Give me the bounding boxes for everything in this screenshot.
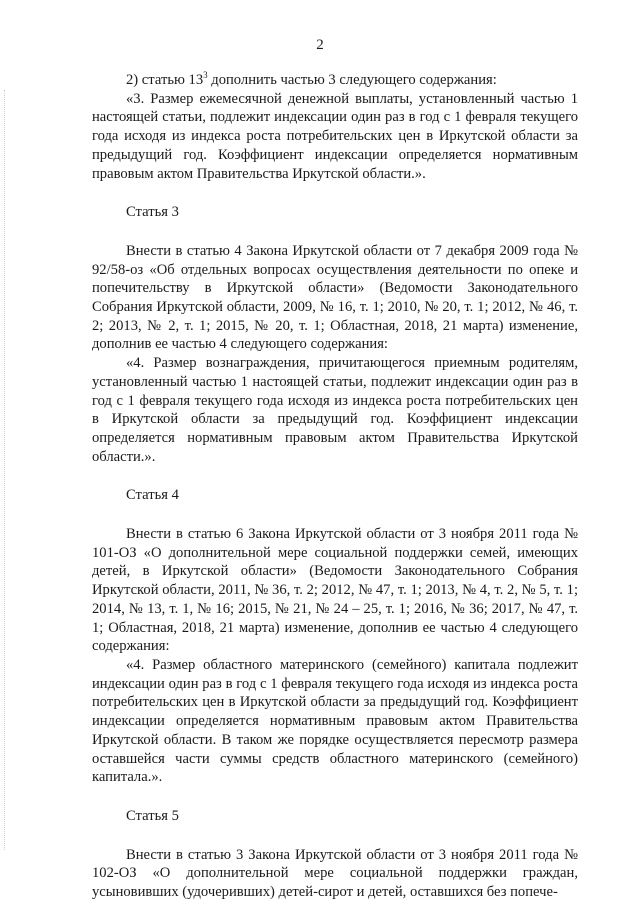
article-heading-4: Статья 4 [126,487,179,504]
paragraph-quote-part-4-capital: «4. Размер областного материнского (семейного) капитала подлежит индексации один раз в год с 1 февраля текущего года исходя из индекса роста потребительских цен в Иркутской области за предыдущий год. Коэффициент индексации определяется нормативным правовым актом Правительства Иркутской области. В таком же порядке осуществляется пересмотр размера оставшейся части суммы средств областного материнского (семейного) капитала.». [92,656,578,786]
page-number: 2 [316,37,324,53]
scan-edge-marks [4,90,6,850]
paragraph-quote-part-4-reward: «4. Размер вознаграждения, причитающегося приемным родителям, установленный частью 1 настоящей статьи, подлежит индексации один раз в год с 1 февраля текущего года исходя из индекса роста потребительских цен в Иркутской области за предыдущий год. Коэффициент индексации определяется нормативным правовым актом Правительства Иркутской области.». [92,355,578,465]
paragraph-article-4-body: Внести в статью 6 Закона Иркутской области от 3 ноября 2011 года № 101-ОЗ «О дополнительной мере социальной поддержки семей, имеющих детей, в Иркутской области» (Ведомости Законодательного Собрания Иркутской области, 2011, № 36, т. 2; 2012, № 47, т. 1; 2013, № 4, т. 2, № 5, т. 1; 2014, № 13, т. 1, № 16; 2015, № 21, № 24 – 25, т. 1; 2016, № 36; 2017, № 47, т. 1; Областная, 2018, 21 марта) изменение, дополнив ее частью 4 следующего содержания: [92,526,578,655]
article-heading-5: Статья 5 [126,807,179,824]
paragraph-quote-part-3: «3. Размер ежемесячной денежной выплаты, установленный частью 1 настоящей статьи, подлежит индексации один раз в год с 1 февраля текущего года исходя из индекса роста потребительских цен в Иркутской области за предыдущий год. Коэффициент индексации определяется нормативным правовым актом Правительства Иркутской области.». [92,90,578,182]
article-heading-3: Статья 3 [126,204,179,221]
paragraph-article-3-body: Внести в статью 4 Закона Иркутской области от 7 декабря 2009 года № 92/58-оз «Об отдельных вопросах осуществления деятельности по опеке и попечительству в Иркутской области» (Ведомости Законодательного Собрания Иркутской области, 2009, № 16, т. 1; 2010, № 20, т. 1; 2012, № 46, т. 2; 2013, № 2, т. 1; 2015, № 20, т. 1; Областная, 2018, 21 марта) изменение, дополнив ее частью 4 следующего содержания: [92,242,578,353]
paragraph-article-13-amendment: 2) статью $13^3$ дополнить частью 3 следующего содержания: [126,70,497,88]
paragraph-article-5-body: Внести в статью 3 Закона Иркутской области от 3 ноября 2011 года № 102-ОЗ «О дополнительной мере социальной поддержки граждан, усыновивших (удочеривших) детей-сирот и детей, оставшихся без попече- [92,846,578,901]
document-body [92,71,578,902]
